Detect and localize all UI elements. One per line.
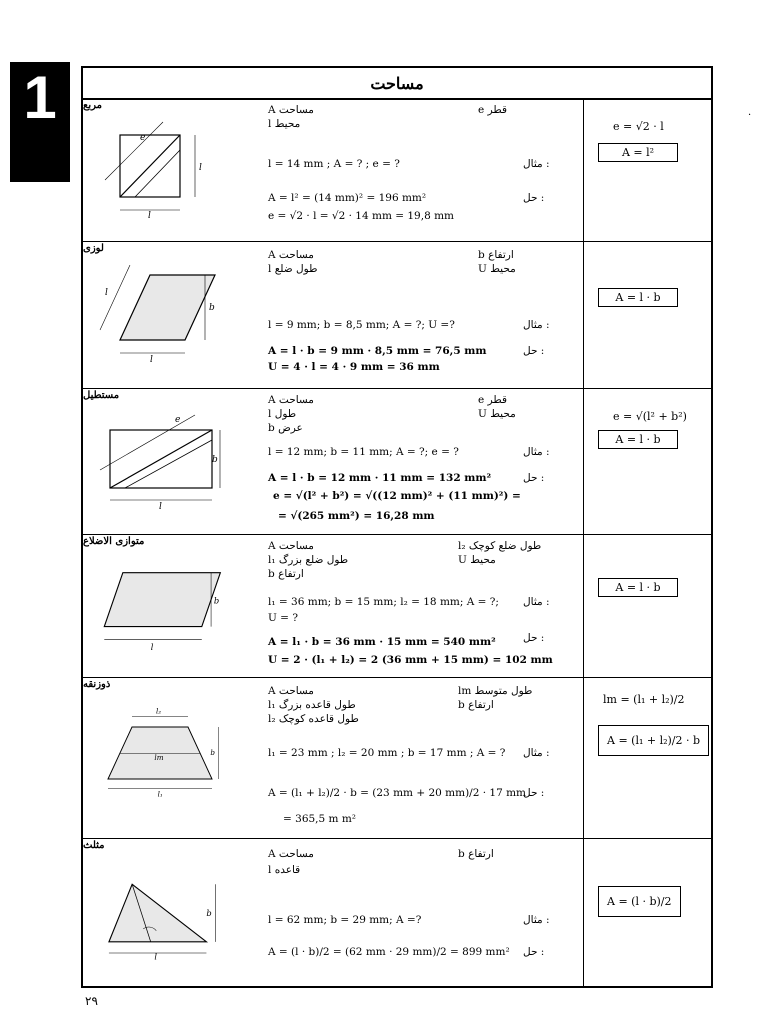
svg-text:l: l bbox=[150, 641, 154, 652]
svg-text:l₁: l₁ bbox=[157, 789, 163, 799]
legend-perimeter: U محیط bbox=[458, 554, 496, 566]
formula-table bbox=[81, 66, 713, 988]
section-rhombus bbox=[83, 241, 711, 389]
svg-text:b: b bbox=[212, 455, 218, 465]
legend-area: A مساحت bbox=[268, 394, 314, 406]
trapezoid-figure bbox=[95, 699, 225, 799]
legend-area: A مساحت bbox=[268, 249, 314, 261]
svg-text:l: l bbox=[154, 951, 158, 962]
example-label: مثال : bbox=[523, 158, 550, 170]
legend-length: l طول bbox=[268, 408, 297, 420]
legend-short-side: l₂ طول ضلع کوچک bbox=[458, 540, 542, 552]
solution-line: = 365,5 m m² bbox=[283, 813, 356, 825]
example-text: l = 14 mm ; A = ? ; e = ? bbox=[268, 158, 400, 170]
legend-side: l طول ضلع bbox=[268, 263, 318, 275]
example-text: l₁ = 36 mm; b = 15 mm; l₂ = 18 mm; A = ?; bbox=[268, 596, 499, 608]
legend-perimeter: U محیط bbox=[478, 263, 516, 275]
example-text: U = ? bbox=[268, 612, 298, 624]
svg-text:b: b bbox=[210, 748, 216, 757]
solution-line: U = 2 · (l₁ + l₂) = 2 (36 mm + 15 mm) = 102 mm bbox=[268, 654, 553, 666]
svg-text:lm: lm bbox=[154, 752, 164, 762]
area-formula-box: A = (l₁ + l₂)/2 · b bbox=[598, 725, 709, 756]
chapter-number: 1 bbox=[23, 64, 57, 131]
section-trapezoid bbox=[83, 677, 711, 839]
svg-text:l: l bbox=[159, 502, 162, 510]
page-title: مساحت bbox=[83, 68, 711, 100]
legend-base: l قاعده bbox=[268, 864, 301, 876]
example-label: مثال : bbox=[523, 446, 550, 458]
section-name: مستطیل bbox=[83, 390, 120, 401]
legend-height: b ارتفاع bbox=[458, 848, 494, 860]
section-name: مثلث bbox=[83, 840, 105, 851]
legend-long-base: l₁ طول قاعده بزرگ bbox=[268, 699, 356, 711]
solution-line: A = (l · b)/2 = (62 mm · 29 mm)/2 = 899 mm² bbox=[268, 946, 510, 958]
example-label: مثال : bbox=[523, 596, 550, 608]
diagonal-formula: e = √2 · l bbox=[613, 120, 664, 133]
section-square bbox=[83, 98, 711, 242]
area-formula-box: A = l² bbox=[598, 143, 678, 162]
section-name: مربع bbox=[83, 100, 102, 111]
legend-area: A مساحت bbox=[268, 104, 314, 116]
section-rectangle bbox=[83, 388, 711, 535]
area-formula-box: A = l · b bbox=[598, 430, 678, 449]
solution-label: حل : bbox=[523, 632, 545, 644]
svg-text:b: b bbox=[209, 303, 215, 313]
section-name: لوزی bbox=[83, 243, 104, 254]
solution-label: حل : bbox=[523, 946, 545, 958]
legend-diagonal: e قطر bbox=[478, 394, 507, 406]
solution-label: حل : bbox=[523, 472, 545, 484]
square-figure bbox=[95, 120, 225, 220]
svg-text:b: b bbox=[213, 595, 220, 606]
chapter-tab bbox=[10, 62, 70, 182]
solution-line: U = 4 · l = 4 · 9 mm = 36 mm bbox=[268, 361, 440, 373]
example-text: l₁ = 23 mm ; l₂ = 20 mm ; b = 17 mm ; A = ? bbox=[268, 747, 506, 759]
solution-line: A = l² = (14 mm)² = 196 mm² bbox=[268, 192, 427, 204]
svg-text:e: e bbox=[175, 415, 181, 425]
example-label: مثال : bbox=[523, 319, 550, 331]
solution-line: A = l · b = 9 mm · 8,5 mm = 76,5 mm bbox=[268, 345, 487, 357]
example-label: مثال : bbox=[523, 914, 550, 926]
legend-area: A مساحت bbox=[268, 848, 314, 860]
parallelogram-figure bbox=[95, 558, 225, 658]
example-text: l = 62 mm; b = 29 mm; A =? bbox=[268, 914, 422, 926]
triangle-figure bbox=[95, 864, 225, 964]
legend-long-side: l₁ طول ضلع بزرگ bbox=[268, 554, 349, 566]
legend-area: A مساحت bbox=[268, 685, 314, 697]
svg-text:e: e bbox=[140, 133, 146, 143]
legend-area: A مساحت bbox=[268, 540, 314, 552]
solution-line: A = (l₁ + l₂)/2 · b = (23 mm + 20 mm)/2 · 17 mm bbox=[268, 787, 527, 799]
example-text: l = 9 mm; b = 8,5 mm; A = ?; U =? bbox=[268, 319, 455, 331]
svg-text:l: l bbox=[199, 163, 202, 173]
solution-line: A = l · b = 12 mm · 11 mm = 132 mm² bbox=[268, 472, 492, 484]
svg-text:l: l bbox=[105, 288, 108, 298]
legend-height: b ارتفاع bbox=[458, 699, 494, 711]
legend-mid-length: lm طول متوسط bbox=[458, 685, 533, 697]
section-triangle bbox=[83, 838, 711, 988]
section-name: ذوزنقه bbox=[83, 679, 111, 690]
legend-width: b عرض bbox=[268, 422, 303, 434]
legend-height: b ارتفاع bbox=[268, 568, 304, 580]
legend-perimeter: l محیط bbox=[268, 118, 301, 130]
solution-label: حل : bbox=[523, 192, 545, 204]
legend-short-base: l₂ طول قاعده کوچک bbox=[268, 713, 359, 725]
legend-height: b ارتفاع bbox=[478, 249, 514, 261]
area-formula-box: A = (l · b)/2 bbox=[598, 886, 681, 917]
svg-text:l: l bbox=[148, 211, 151, 220]
solution-line: e = √(l² + b²) = √((12 mm)² + (11 mm)²) = bbox=[273, 490, 521, 502]
example-label: مثال : bbox=[523, 747, 550, 759]
mid-length-formula: lm = (l₁ + l₂)/2 bbox=[603, 693, 685, 706]
area-formula-box: A = l · b bbox=[598, 288, 678, 307]
solution-line: e = √2 · l = √2 · 14 mm = 19,8 mm bbox=[268, 210, 455, 222]
svg-text:l₂: l₂ bbox=[156, 706, 162, 716]
diagonal-formula: e = √(l² + b²) bbox=[613, 410, 687, 423]
section-name: متوازی الاضلاع bbox=[83, 536, 145, 547]
svg-text:b: b bbox=[206, 907, 212, 918]
solution-label: حل : bbox=[523, 345, 545, 357]
rectangle-figure bbox=[95, 410, 225, 510]
rhombus-figure bbox=[95, 265, 225, 365]
section-parallelogram bbox=[83, 534, 711, 678]
example-text: l = 12 mm; b = 11 mm; A = ?; e = ? bbox=[268, 446, 459, 458]
page-number: ۲۹ bbox=[85, 994, 98, 1008]
legend-perimeter: U محیط bbox=[478, 408, 516, 420]
area-formula-box: A = l · b bbox=[598, 578, 678, 597]
margin-dot: · bbox=[748, 110, 752, 121]
svg-text:l: l bbox=[150, 355, 153, 365]
solution-line: = √(265 mm²) = 16,28 mm bbox=[278, 510, 435, 522]
solution-label: حل : bbox=[523, 787, 545, 799]
legend-diagonal: e قطر bbox=[478, 104, 507, 116]
solution-line: A = l₁ · b = 36 mm · 15 mm = 540 mm² bbox=[268, 636, 496, 648]
